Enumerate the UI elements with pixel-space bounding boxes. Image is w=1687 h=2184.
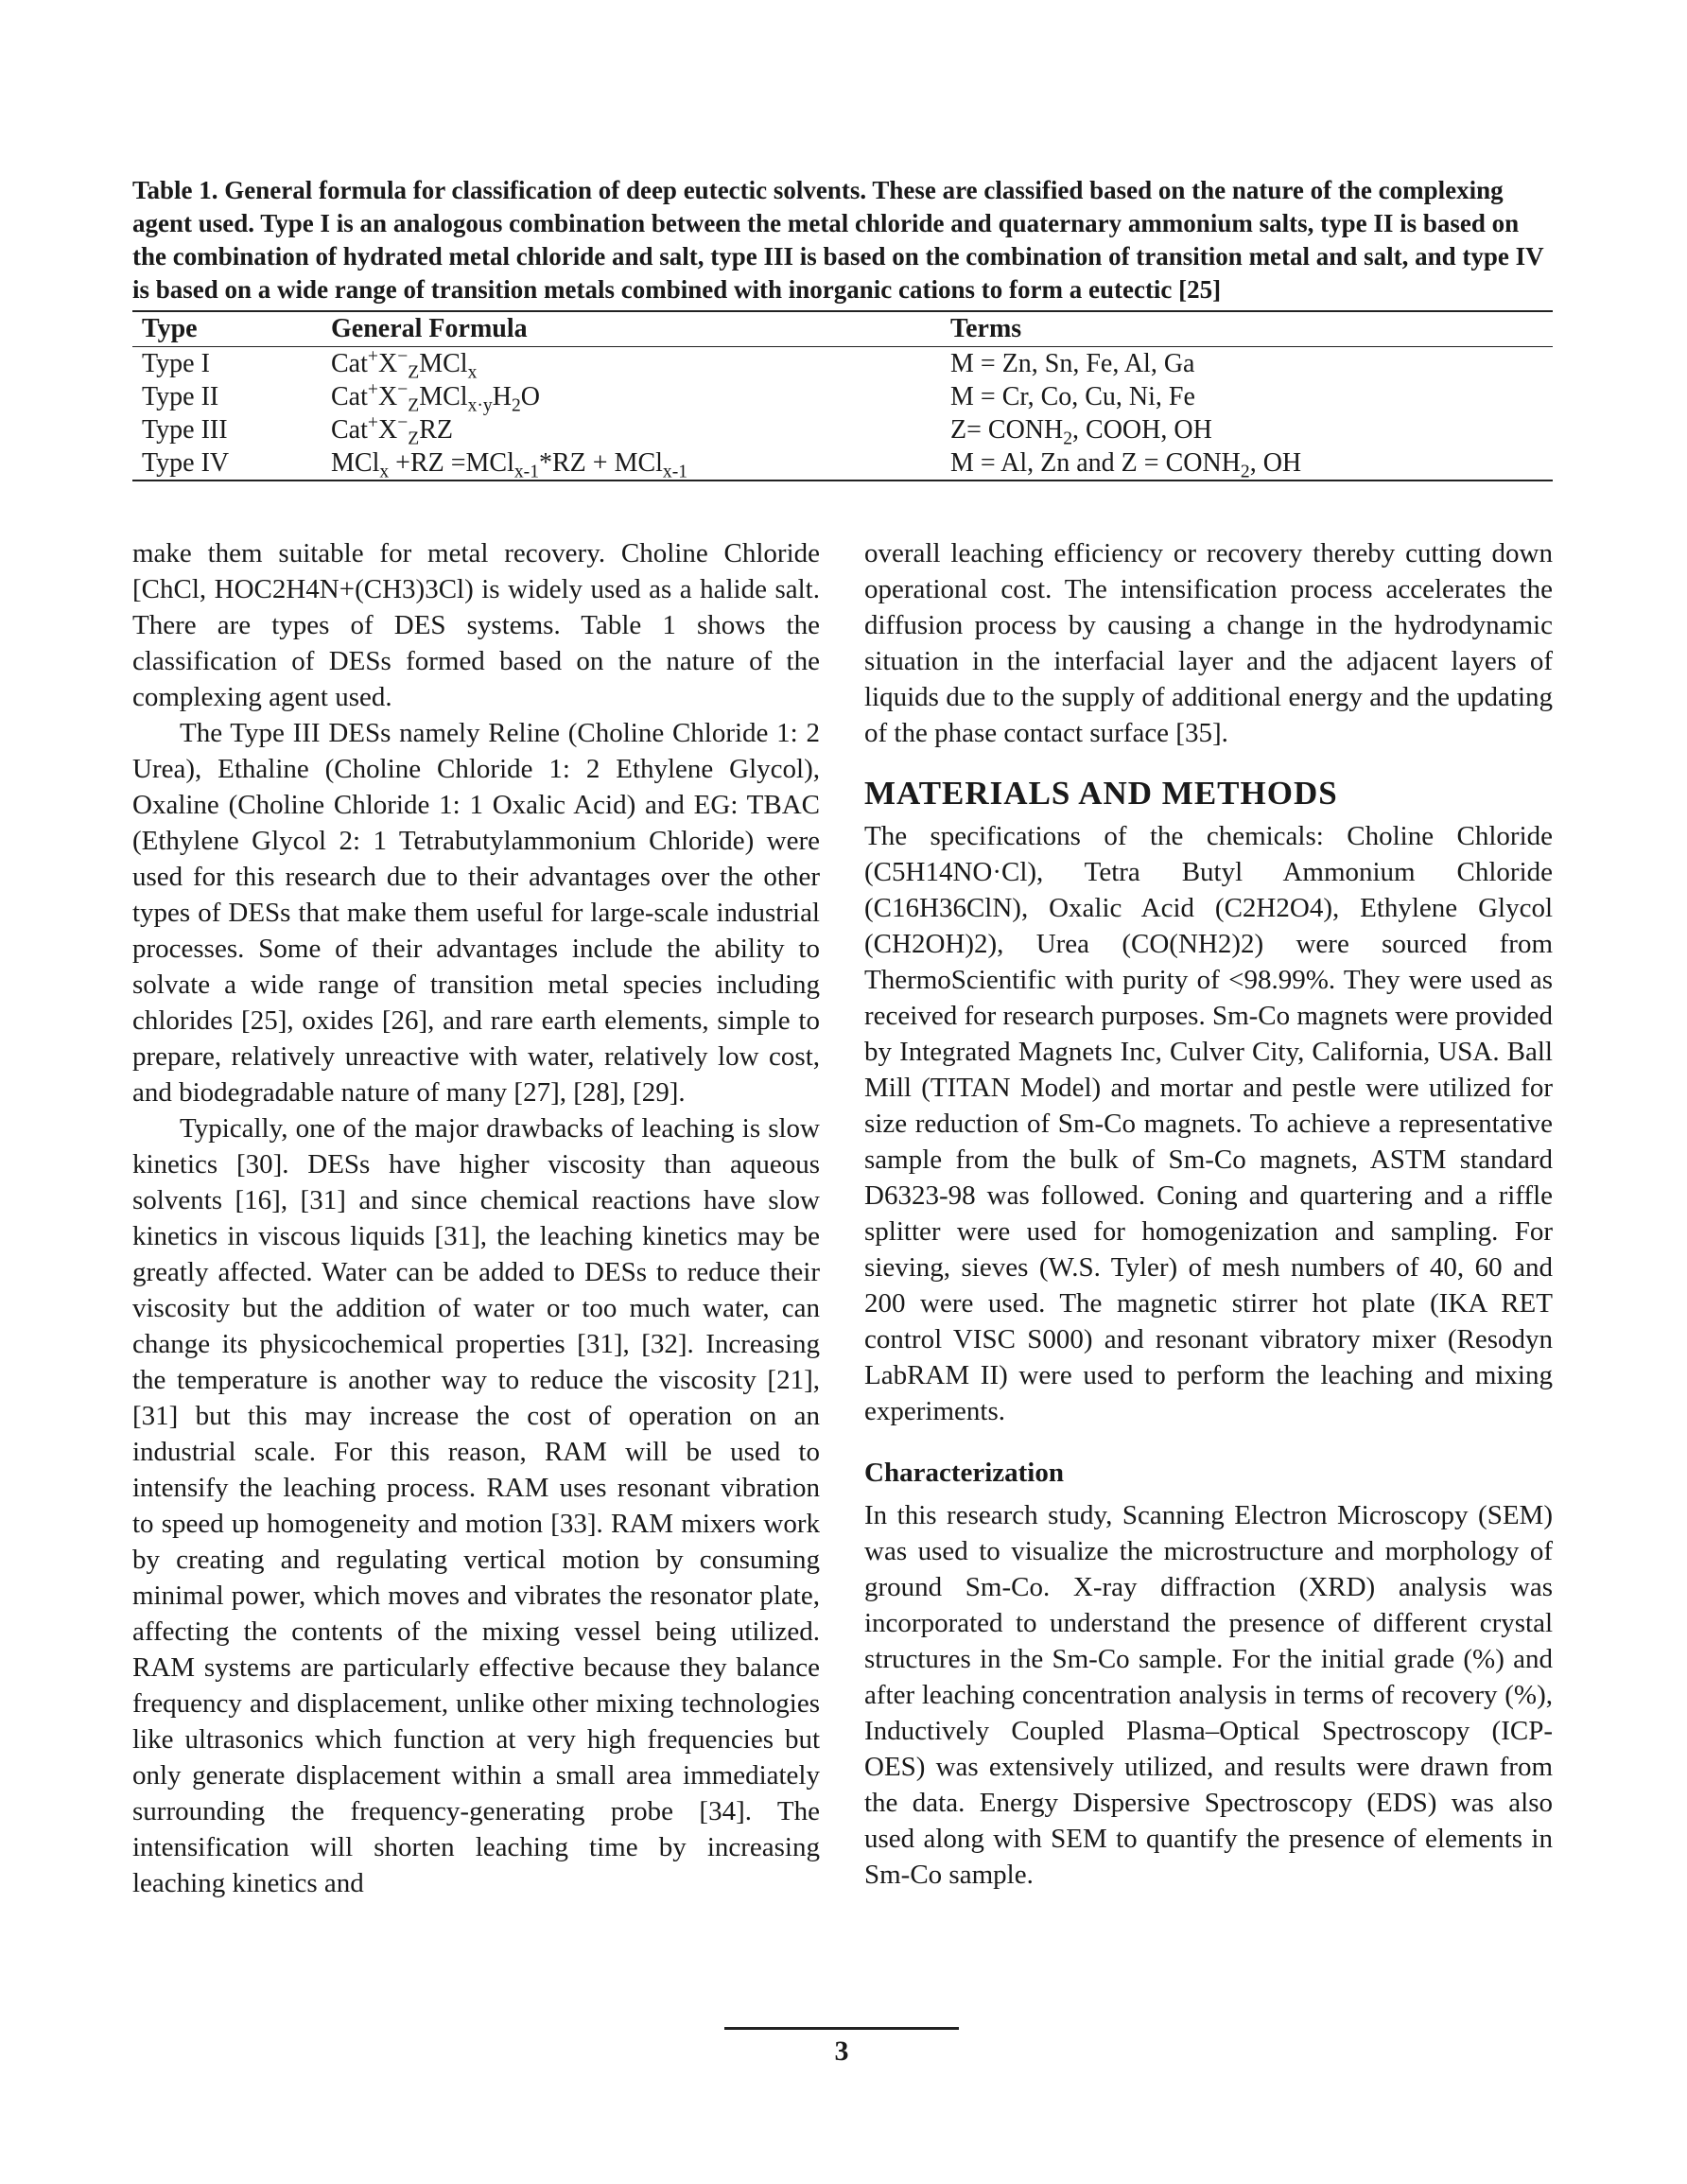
subsection-heading: Characterization [864, 1458, 1064, 1488]
cell-formula: $Cat^+X^-_ZMCl_{x\cdot y}H_2O$ [331, 379, 540, 416]
paragraph: make them suitable for metal recovery. Choline Chloride [ChCl, HOC2H4N+(CH3)3Cl) is widely used as a halide salt. There are types of DES systems. Table 1 shows the classification of DESs formed based on the nature of the complexing agent used. [132, 538, 820, 712]
paragraph: The specifications of the chemicals: Choline Chloride (C5H14NO·Cl), Tetra Butyl Ammonium Chloride (C16H36ClN), Oxalic Acid (C2H2O4), Ethylene Glycol (CH2OH)2), Urea (CO(NH2)2) were sourced from ThermoScientific with purity of <98.99%. They were used as received for research purposes. Sm-Co magnets were provided by Integrated Magnets Inc, Culver City, California, USA. Ball Mill (TITAN Model) and mortar and pestle were utilized for size reduction of Sm-Co magnets. To achieve a representative sample from the bulk of Sm-Co magnets, ASTM standard D6323-98 was followed. Coning and quartering and a riffle splitter were used for homogenization and sampling. For sieving, sieves (W.S. Tyler) of mesh numbers of 40, 60 and 200 were used. The magnetic stirrer hot plate (IKA RET control VISC S000) and resonant vibratory mixer (Resodyn LabRAM II) were used to perform the leaching and mixing experiments. [864, 821, 1553, 1426]
table-row [132, 380, 1553, 413]
cell-terms: M = Cr, Co, Cu, Ni, Fe [950, 381, 1195, 411]
table-row [132, 446, 1553, 480]
paragraph: In this research study, Scanning Electron Microscopy (SEM) was used to visualize the microstructure and morphology of ground Sm-Co. X-ray diffraction (XRD) analysis was incorporated to understand the presence of different crystal structures in the Sm-Co sample. For the initial grade (%) and after leaching concentration analysis in terms of recovery (%), Inductively Coupled Plasma–Optical Spectroscopy (ICP-OES) was extensively utilized, and results were drawn from the data. Energy Dispersive Spectroscopy (EDS) was also used along with SEM to quantify the presence of elements in Sm-Co sample. [864, 1500, 1553, 1890]
table-row [132, 413, 1553, 446]
table-caption: Table 1. General formula for classification of deep eutectic solvents. These are classified based on the nature of the complexing agent used. Type I is an analogous combination between the metal chloride and quaternary ammonium salts, type II is based on the combination of hydrated metal chloride and salt, type III is based on the combination of transition metal and salt, and type IV is based on a wide range of transition metals combined with inorganic cations to form a eutectic [25] [132, 176, 1544, 304]
cell-terms: M = Al, Zn and $Z = CONH_2$, OH [941, 446, 1553, 480]
cell-type: Type I [142, 348, 210, 378]
paragraph: The Type III DESs namely Reline (Choline Chloride 1: 2 Urea), Ethaline (Choline Chloride 1: 2 Ethylene Glycol), Oxaline (Choline Chloride 1: 1 Oxalic Acid) and EG: TBAC (Ethylene Glycol 2: 1 Tetrabutylammonium Chloride) were used for this research due to their advantages over the other types of DESs that make them useful for large-scale industrial processes. Some of their advantages include the ability to solvate a wide range of transition metal species including chlorides [25], oxides [26], and rare earth elements, simple to prepare, relatively unreactive with water, relatively low cost, and biodegradable nature of many [27], [28], [29]. [132, 718, 820, 1108]
header-terms: Terms [941, 311, 1553, 347]
right-column [864, 535, 1553, 1893]
paragraph: Typically, one of the major drawbacks of leaching is slow kinetics [30]. DESs have higher viscosity than aqueous solvents [16], [31] and since chemical reactions have slow kinetics in viscous liquids [31], the leaching kinetics may be greatly affected. Water can be added to DESs to reduce their viscosity but the addition of water or too much water, can change its physicochemical properties [31], [32]. Increasing the temperature is another way to reduce the viscosity [21], [31] but this may increase the cost of operation on an industrial scale. For this reason, RAM will be used to intensify the leaching process. RAM uses resonant vibration to speed up homogeneity and motion [33]. RAM mixers work by creating and regulating vertical motion by consuming minimal power, which moves and vibrates the resonator plate, affecting the contents of the mixing vessel being utilized. RAM systems are particularly effective because they balance frequency and displacement, unlike other mixing technologies like ultrasonics which function at very high frequencies but only generate displacement within a small area immediately surrounding the frequency-generating probe [34]. The intensification will shorten leaching time by increasing leaching kinetics and [132, 1113, 820, 1898]
classification-table [132, 310, 1553, 481]
footer-rule [724, 2027, 959, 2030]
table-header-row [132, 311, 1553, 347]
header-type: Type [132, 311, 322, 347]
cell-type: Type II [142, 381, 219, 411]
cell-formula: $Cat^+X^-_ZMCl_x$ [331, 346, 478, 383]
cell-terms: $Z= CONH_2$, COOH, OH [950, 414, 1212, 449]
page-number: 3 [834, 2035, 849, 2067]
section-heading: MATERIALS AND METHODS [864, 775, 1338, 812]
paragraph: overall leaching efficiency or recovery thereby cutting down operational cost. The intensification process accelerates the diffusion process by causing a change in the hydrodynamic situation in the interfacial layer and the adjacent layers of liquids due to the supply of additional energy and the updating of the phase contact surface [35]. [864, 538, 1553, 748]
left-column [132, 535, 820, 1901]
table-row [132, 347, 1553, 381]
cell-terms: M = Zn, Sn, Fe, Al, Ga [950, 348, 1195, 378]
cell-formula: $Cat^+X^-_ZRZ$ [331, 412, 453, 449]
cell-type: Type III [142, 414, 228, 445]
header-general-formula: General Formula [322, 311, 941, 347]
cell-type: Type IV [132, 446, 322, 480]
cell-formula: MCl$_x$ +RZ =MCl$_{x-1}$*RZ + MCl$_{x-1}$ [322, 446, 941, 480]
